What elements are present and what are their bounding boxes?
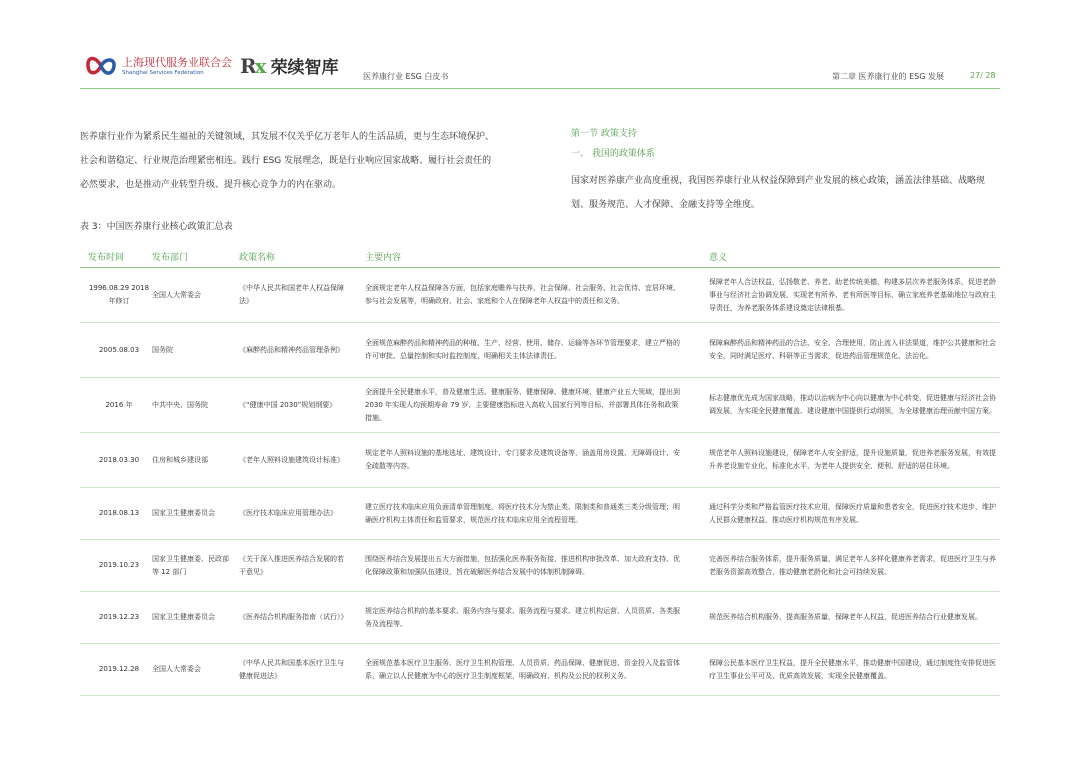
cell-content: 全面提升全民健康水平，普及健康生活、健康服务、健康保障、健康环境、健康产业五大领域，提出到 2030 年实现人均预期寿命 79 岁、主要健康指标进入高收入国家行列等目标，并部署具体任务和政策措施。	[365, 387, 680, 422]
table-row	[80, 488, 1000, 540]
table-row	[80, 592, 1000, 644]
section-subheading: 一、 我国的政策体系	[571, 149, 655, 159]
column-header: 意义	[709, 253, 728, 263]
rx-brand-logo	[240, 53, 339, 78]
cell-content: 全面规范麻醉药品和精神药品的种植、生产、经营、使用、储存、运输等各环节管理要求，建立严格的许可审批、总量控制和实时监控制度，明确相关主体法律责任。	[365, 339, 680, 360]
cell-policy-name: 《中华人民共和国老年人权益保障法》	[239, 284, 344, 305]
cell-dept: 国家卫生健康委员会	[152, 613, 215, 621]
cell-dept: 国家卫生健康委、民政部等 12 部门	[152, 554, 229, 576]
cell-date: 2016 年	[105, 400, 133, 409]
document-title: 医养康行业 ESG 白皮书	[363, 72, 449, 81]
cell-significance: 规范老年人照料设施建设，保障老年人安全舒适，提升设施质量，促进养老服务发展，有效提升养老设施专业化、标准化水平，为老年人提供安全、便利、舒适的居住环境。	[709, 449, 996, 470]
cell-date: 2019.12.28	[98, 665, 140, 673]
ssf-infinity-logo-icon	[86, 52, 116, 80]
cell-dept: 住房和城乡建设部	[152, 455, 208, 464]
section-heading: 第一节 政策支持	[571, 129, 637, 139]
cell-content: 全面规范基本医疗卫生服务、医疗卫生机构管理、人员资质、药品保障、健康促进、资金投入及监管体系，确立以人民健康为中心的医疗卫生制度框架，明确政府、机构及公民的权利义务。	[365, 658, 680, 680]
cell-content: 规定老年人照料设施的基地选址、建筑设计、专门要求及建筑设备等，涵盖用房设置、无障碍设计、安全疏散等内容。	[365, 449, 680, 470]
column-header: 政策名称	[239, 253, 276, 263]
cell-date: 2018.03.30	[98, 455, 140, 464]
cell-significance: 规范医养结合机构服务，提高服务质量，保障老年人权益，促进医养结合行业健康发展。	[709, 613, 982, 621]
cell-significance: 通过科学分类和严格监管医疗技术应用，保障医疗质量和患者安全，促进医疗技术进步，维护人民群众健康权益，推动医疗机构规范有序发展。	[709, 502, 996, 524]
cell-significance: 保障老年人合法权益，弘扬敬老、养老、助老传统美德，构建多层次养老服务体系，促进老龄事业与经济社会协调发展，实现老有所养、老有所医等目标，确立家庭养老基础地位与政府主导责任，为养老服务体系建设奠定法律根基。	[709, 277, 996, 312]
ssf-logo	[86, 52, 232, 80]
cell-content: 规定医养结合机构的基本要求、服务内容与要求、服务流程与要求、建立机构运营、人员资质、各类服务及流程等。	[365, 606, 680, 628]
cell-policy-name: 《“健康中国 2030”规划纲要》	[239, 400, 337, 409]
cell-significance: 标志健康优先成为国家战略，推动以治病为中心向以健康为中心转变，促进健康与经济社会协调发展，为实现全民健康覆盖、建设健康中国提供行动纲领，为全球健康治理贡献中国方案。	[709, 394, 996, 415]
table-row	[80, 268, 1000, 323]
intro-paragraph: 医养康行业作为紧系民生福祉的关键领域，其发展不仅关乎亿万老年人的生活品质，更与生态环境保护、社会和谐稳定、行业规范治理紧密相连。践行 ESG 发展理念，既是行业响应国家战略、履行社会责任的必然要求，也是推动产业转型升级、提升核心竞争力的内在驱动。	[80, 132, 495, 190]
org-name-cn: 上海现代服务业联合会	[122, 55, 232, 69]
org-name-en: Shanghai Services Federation	[122, 69, 204, 76]
chapter-title: 第二章 医养康行业的 ESG 发展	[832, 72, 944, 81]
cell-significance: 保障麻醉药品和精神药品的合法、安全、合理使用，防止流入非法渠道，维护公共健康和社会安全，同时满足医疗、科研等正当需求，促进药品管理规范化、法治化。	[709, 339, 996, 360]
table-caption: 表 3：中国医养康行业核心政策汇总表	[80, 222, 233, 232]
rx-brand-logo-icon: Rx	[240, 53, 265, 78]
cell-dept: 全国人大常委会	[152, 290, 201, 299]
cell-policy-name: 《中华人民共和国基本医疗卫生与健康促进法》	[239, 658, 344, 680]
cell-dept: 全国人大常委会	[152, 665, 201, 673]
cell-policy-name: 《老年人照料设施建筑设计标准》	[239, 455, 344, 464]
table-row	[80, 378, 1000, 433]
cell-significance: 完善医养结合服务体系，提升服务质量，满足老年人多样化健康养老需求，促进医疗卫生与养老服务资源高效整合，推动健康老龄化和社会可持续发展。	[709, 554, 996, 576]
cell-policy-name: 《医疗技术临床应用管理办法》	[239, 509, 337, 517]
column-header: 发布时间	[88, 253, 125, 263]
table-row	[80, 644, 1000, 696]
column-header: 发布部门	[152, 253, 189, 263]
table-row	[80, 433, 1000, 488]
cell-date: 2019.12.23	[98, 613, 140, 621]
policy-table	[80, 246, 1000, 696]
cell-policy-name: 《关于深入推进医养结合发展的若干意见》	[239, 554, 344, 576]
table-header-row	[80, 246, 1000, 268]
policy-section	[571, 125, 1001, 217]
section-paragraph: 国家对医养康产业高度重视，我国医养康行业从权益保障到产业发展的核心政策，涵盖法律基础、战略规划、服务规范、人才保障、金融支持等全维度。	[571, 176, 986, 210]
cell-content: 全面规定老年人权益保障各方面，包括家庭赡养与扶养、社会保障、社会服务、社会优待、宜居环境、参与社会发展等，明确政府、社会、家庭和个人在保障老年人权益中的责任和义务。	[365, 284, 680, 305]
cell-content: 建立医疗技术临床应用负面清单管理制度，将医疗技术分为禁止类、限制类和普通类三类分级管理；明确医疗机构主体责任和监管要求，规范医疗技术临床应用全流程管理。	[365, 502, 680, 524]
table-row	[80, 323, 1000, 378]
page-number: 27/ 28	[970, 71, 996, 80]
cell-content: 围绕医养结合发展提出五大方面措施，包括强化医养服务衔接、推进机构审批改革、加大政府支持、优化保障政策和加强队伍建设，旨在破解医养结合发展中的体制机制障碍。	[365, 554, 680, 576]
table-row	[80, 540, 1000, 592]
cell-date: 2018.08.13	[98, 509, 140, 517]
cell-dept: 国家卫生健康委员会	[152, 509, 215, 517]
cell-dept: 国务院	[152, 345, 173, 354]
cell-significance: 保障公民基本医疗卫生权益，提升全民健康水平，推动健康中国建设，通过制度性安排促进医疗卫生事业公平可及、优质高效发展，实现全民健康覆盖。	[709, 658, 996, 680]
cell-date: 1996.08.29 2018 年修订	[88, 284, 150, 305]
cell-date: 2005.08.03	[98, 345, 140, 354]
cell-dept: 中共中央、国务院	[152, 400, 208, 409]
page-header	[0, 0, 1080, 95]
cell-policy-name: 《麻醉药品和精神药品管理条例》	[239, 345, 344, 354]
cell-date: 2019.10.23	[98, 561, 140, 569]
column-header: 主要内容	[365, 253, 402, 263]
cell-policy-name: 《医养结合机构服务指南（试行）》	[239, 613, 348, 621]
header-divider	[80, 88, 1000, 89]
brand-name: 荣续智库	[270, 58, 339, 78]
